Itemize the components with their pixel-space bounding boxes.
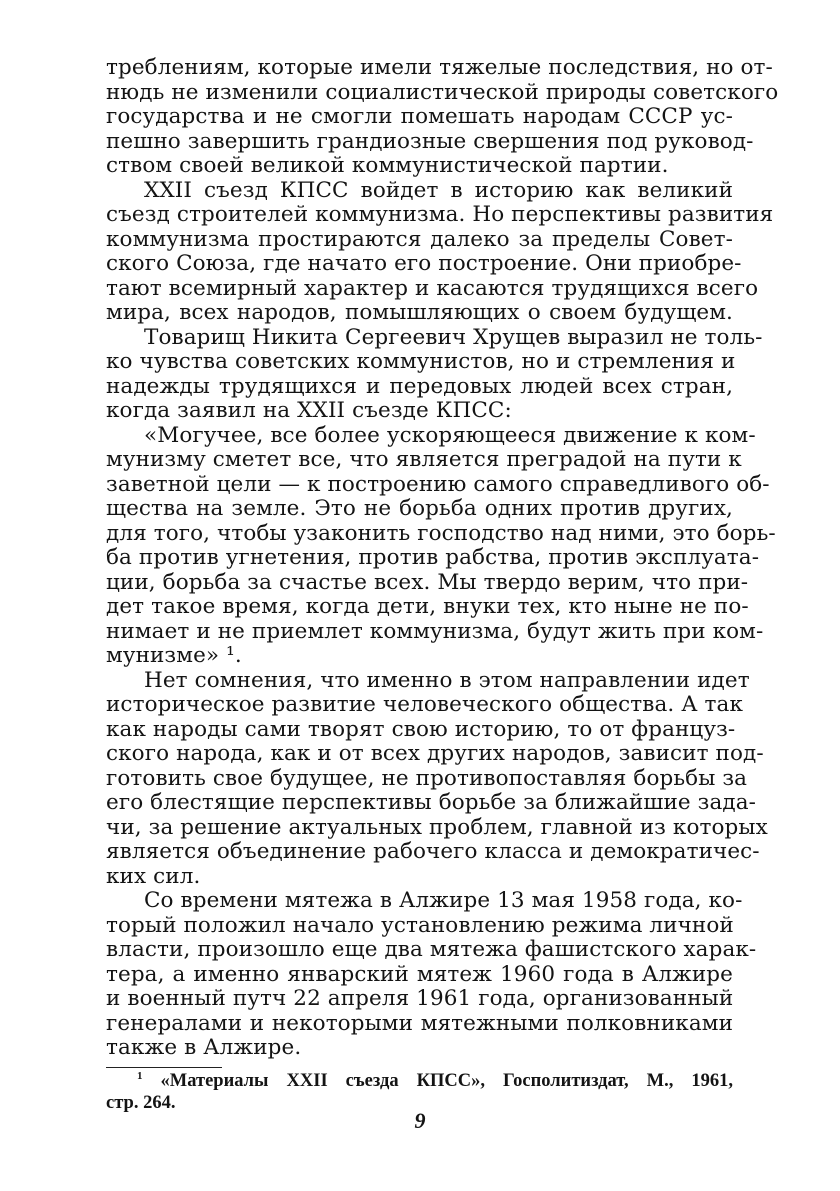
text-line: мира, всех народов, помышляющих о своем будущем. xyxy=(106,300,733,325)
text-line: ством своей великой коммунистической партии. xyxy=(106,153,669,178)
text-line: нимает и не приемлет коммунизма, будут жить при ком- xyxy=(106,618,764,644)
text-line: Нет сомнения, что именно в этом направлении идет xyxy=(144,667,750,693)
text-line: власти, произошло еще два мятежа фашистского харак- xyxy=(106,937,757,962)
text-line: чи, за решение актуальных проблем, главной из которых xyxy=(106,814,768,840)
text-line: государства и не смогли помешать народам СССР ус- xyxy=(106,104,733,129)
text-line: треблениям, которые имели тяжелые последствия, но от- xyxy=(106,55,773,80)
text-line: съезд строителей коммунизма. Но перспективы развития xyxy=(106,202,774,227)
text-line: ского Союза, где начато его построение. Они приобре- xyxy=(106,251,742,276)
text-line: нюдь не изменили социалистической природы советского xyxy=(106,79,779,105)
text-line: коммунизма простираются далеко за пределы Совет- xyxy=(106,226,733,252)
footnote xyxy=(106,1070,733,1114)
text-line: XXII съезд КПСС войдет в историю как великий xyxy=(144,177,733,203)
text-line: торый положил начало установлению режима личной xyxy=(106,912,734,938)
text-line: тера, а именно январский мятеж 1960 года в Алжире xyxy=(106,961,733,987)
text-line: готовить свое будущее, не противопоставляя борьбы за xyxy=(106,765,748,791)
page-number: 9 xyxy=(414,1108,426,1133)
text-line: мунизму сметет все, что является преградой на пути к xyxy=(106,447,742,472)
text-line: ции, борьба за счастье всех. Мы твердо верим, что при- xyxy=(106,569,749,595)
text-line: ко чувства советских коммунистов, но и стремления и xyxy=(106,349,736,374)
footnote-divider xyxy=(106,1067,222,1068)
text-line: также в Алжире. xyxy=(106,1035,302,1060)
text-line: историческое развитие человеческого общества. А так xyxy=(106,692,744,717)
footnote-marker: 1 xyxy=(137,1069,143,1082)
text-line: и военный путч 22 апреля 1961 года, организованный xyxy=(106,986,734,1011)
footnote-line xyxy=(106,1070,733,1092)
text-line: его блестящие перспективы борьбе за ближайшие зада- xyxy=(106,790,757,815)
text-line: генералами и некоторыми мятежными полковниками xyxy=(106,1010,733,1036)
text-line: щества на земле. Это не борьба одних против других, xyxy=(106,496,733,521)
text-line: надежды трудящихся и передовых людей всех стран, xyxy=(106,373,733,399)
footnote-line: стр. 264. xyxy=(106,1092,176,1113)
text-line: мунизме» ¹. xyxy=(106,643,242,668)
page-body xyxy=(106,55,779,1114)
text-line: пешно завершить грандиозные свершения под руковод- xyxy=(106,128,754,154)
text-line: как народы сами творят свою историю, то от француз- xyxy=(106,716,736,742)
text-line: ба против угнетения, против рабства, против эксплуата- xyxy=(106,545,760,570)
text-line: для того, чтобы узаконить господство над ними, это борь- xyxy=(106,520,776,546)
text-line: ких сил. xyxy=(106,863,201,889)
text-line: дет такое время, когда дети, внуки тех, кто ныне не по- xyxy=(106,594,749,619)
text-line: тают всемирный характер и касаются трудящихся всего xyxy=(106,275,759,301)
text-line: «Могучее, все более ускоряющееся движение к ком- xyxy=(144,422,756,448)
text-line: когда заявил на XXII съезде КПСС: xyxy=(106,398,512,423)
text-line: заветной цели — к построению самого справедливого об- xyxy=(106,471,770,497)
text-line: Товарищ Никита Сергеевич Хрущев выразил не толь- xyxy=(144,324,763,350)
footnote-text: «Материалы XXII съезда КПСС», Госполитиздат, М., 1961, xyxy=(160,1070,734,1091)
text-line: является объединение рабочего класса и демократичес- xyxy=(106,839,760,864)
text-line: ского народа, как и от всех других народов, зависит под- xyxy=(106,741,764,766)
text-line: Со времени мятежа в Алжире 13 мая 1958 года, ко- xyxy=(144,888,743,913)
